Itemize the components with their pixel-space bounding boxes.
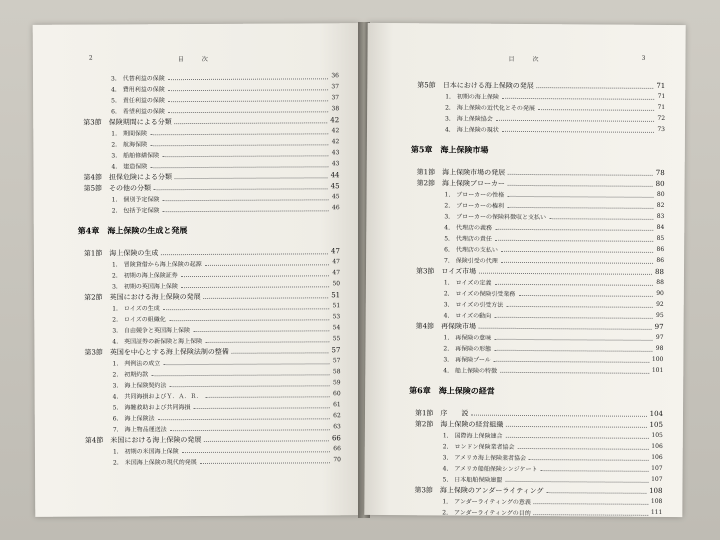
toc-page-number: 53 xyxy=(332,313,341,321)
toc-page-number: 80 xyxy=(656,190,665,198)
toc-leader-dots xyxy=(206,389,330,398)
toc-entry-title: 2. ブローカーの権利 xyxy=(444,202,505,210)
toc-item-row xyxy=(34,203,360,216)
toc-page-number: 42 xyxy=(331,138,340,146)
toc-page-number: 100 xyxy=(651,355,664,363)
right-page-header xyxy=(367,53,685,67)
toc-page-number: 88 xyxy=(655,267,665,276)
toc-page-number: 60 xyxy=(332,390,341,398)
toc-page-number: 54 xyxy=(332,324,341,332)
toc-entry-title: 第1節 序 説 xyxy=(414,409,469,418)
toc-leader-dots xyxy=(163,192,329,201)
toc-leader-dots xyxy=(200,455,330,464)
toc-entry-title: 3. 代替利益の保険 xyxy=(110,75,165,83)
toc-leader-dots xyxy=(479,266,652,275)
toc-entry-title: 2. 初期約款 xyxy=(112,371,149,379)
toc-page-number: 62 xyxy=(333,412,341,420)
toc-leader-dots xyxy=(495,233,653,242)
toc-item-row xyxy=(367,123,685,136)
toc-entry-title: 2. ロイズの保険引受業務 xyxy=(443,290,516,298)
toc-entry-title: 1. 初期の海上保険 xyxy=(445,93,499,101)
toc-leader-dots xyxy=(181,279,329,288)
toc-page-number: 86 xyxy=(656,245,665,253)
toc-entry-title: 4. 英国証券の新保険と海上保険 xyxy=(112,337,203,346)
toc-entry-title: 第6章 海上保険の経営 xyxy=(409,385,495,396)
toc-entry-title: 第4節 米国における海上保険の発展 xyxy=(84,435,202,445)
toc-leader-dots xyxy=(168,82,328,91)
toc-page-number: 46 xyxy=(332,204,340,212)
toc-page-number: 43 xyxy=(331,149,340,157)
toc-leader-dots xyxy=(163,203,329,212)
toc-leader-dots xyxy=(508,189,654,198)
toc-entry-title: 2. 初期の海上保険証券 xyxy=(112,272,178,280)
toc-entry-title: 3. ブローカーの保険料徴収と支払い xyxy=(444,213,546,222)
toc-entry-title: 3. 船舶修繕保険 xyxy=(111,152,160,160)
toc-entry-title: 6. 海上保険法 xyxy=(112,415,155,423)
toc-page-number: 51 xyxy=(331,291,341,300)
toc-entry-title: 第5節 日本における海上保険の発展 xyxy=(417,81,534,91)
toc-leader-dots xyxy=(508,178,653,187)
left-running-title: 目 次 xyxy=(177,55,214,64)
toc-entry-title: 2. 米国海上保険の現代的発展 xyxy=(112,459,197,467)
toc-page-number: 108 xyxy=(650,497,663,505)
toc-page-number: 111 xyxy=(650,508,663,516)
toc-page-number: 105 xyxy=(651,431,663,439)
toc-entry-title: 4. 船上保険の特徴 xyxy=(443,367,498,375)
toc-leader-dots xyxy=(150,126,328,135)
toc-leader-dots xyxy=(519,288,653,297)
toc-leader-dots xyxy=(495,277,653,286)
toc-page-number: 42 xyxy=(331,127,340,135)
toc-page-number: 98 xyxy=(655,344,664,352)
toc-page-number: 88 xyxy=(656,278,664,286)
toc-leader-dots xyxy=(507,200,653,209)
left-page xyxy=(33,23,362,517)
toc-entry-title: 第3節 英国を中心とする海上保険法制の整備 xyxy=(84,347,229,357)
toc-leader-dots xyxy=(170,422,330,431)
toc-page-number: 71 xyxy=(656,81,666,90)
left-toc xyxy=(33,71,361,468)
toc-entry-title: 2. 包括予定保険 xyxy=(111,207,160,215)
toc-leader-dots xyxy=(163,301,329,310)
toc-leader-dots xyxy=(506,474,649,483)
toc-page-number: 59 xyxy=(332,379,341,387)
toc-leader-dots xyxy=(161,246,328,255)
toc-page-number: 47 xyxy=(330,247,340,256)
toc-entry-title: 5. 海難救助および共同海損 xyxy=(112,404,191,412)
toc-entry-title: 第1節 海上保険市場の発展 xyxy=(416,168,506,177)
right-running-title: 目 次 xyxy=(508,55,545,64)
toc-leader-dots xyxy=(205,334,329,343)
toc-entry-title: 4. アメリカ船舶保険シンジケート xyxy=(442,465,538,474)
toc-entry-title: 1. ブローカーの性格 xyxy=(444,191,505,199)
toc-leader-dots xyxy=(518,441,649,450)
toc-entry-title: 2. 航海保険 xyxy=(111,141,148,149)
toc-leader-dots xyxy=(174,115,327,124)
toc-leader-dots xyxy=(541,463,649,472)
toc-entry-title: 1. ロイズの生成 xyxy=(112,305,160,313)
toc-leader-dots xyxy=(506,419,647,428)
toc-page-number: 80 xyxy=(655,179,665,188)
toc-entry-title: 1. 個別予定保険 xyxy=(111,196,160,204)
toc-leader-dots xyxy=(501,255,653,264)
toc-leader-dots xyxy=(507,299,653,308)
toc-page-number: 47 xyxy=(332,258,340,266)
toc-entry-title: 1. 再保険の意味 xyxy=(443,334,492,342)
toc-leader-dots xyxy=(205,257,329,266)
toc-entry-title: 3. アメリカ海上保険業者協会 xyxy=(442,454,527,463)
toc-page-number: 63 xyxy=(333,423,341,431)
left-page-header xyxy=(33,53,359,67)
toc-page-number: 57 xyxy=(332,357,341,365)
toc-page-number: 95 xyxy=(656,311,664,319)
toc-page-number: 106 xyxy=(651,453,663,461)
toc-page-number: 45 xyxy=(331,193,340,201)
toc-page-number: 108 xyxy=(649,486,663,495)
toc-entry-title: 5. 日本船舶保険連盟 xyxy=(442,476,503,484)
toc-leader-dots xyxy=(546,485,646,494)
toc-page-number: 73 xyxy=(657,125,666,133)
toc-entry-title: 第5節 その他の分類 xyxy=(83,184,152,193)
toc-page-number: 71 xyxy=(657,103,666,111)
toc-entry-title: 3. 海上保険協会 xyxy=(445,115,493,123)
toc-leader-dots xyxy=(152,367,330,376)
toc-entry-title: 1. ロイズの定義 xyxy=(443,279,492,287)
toc-entry-title: 4. 代理店の義務 xyxy=(444,224,493,232)
toc-entry-title: 3. 海上保険契約法 xyxy=(112,382,167,390)
toc-page-number: 97 xyxy=(655,333,664,341)
toc-page-number: 42 xyxy=(330,116,340,125)
toc-entry-title: 3. 再保険プール xyxy=(443,356,491,364)
toc-page-number: 85 xyxy=(656,234,665,242)
toc-leader-dots xyxy=(506,430,649,439)
toc-leader-dots xyxy=(170,378,330,387)
toc-entry-title: 1. 期間保険 xyxy=(111,130,148,138)
toc-chapter-row xyxy=(34,223,360,239)
toc-page-number: 45 xyxy=(330,182,340,191)
toc-leader-dots xyxy=(533,496,648,505)
toc-entry-title: 2. ロンドン保険業者協会 xyxy=(442,443,515,451)
toc-leader-dots xyxy=(493,354,649,363)
toc-page-number: 61 xyxy=(333,401,341,409)
toc-page-number: 82 xyxy=(656,201,665,209)
right-page xyxy=(364,23,685,517)
toc-entry-title: 2. 海上保険の近代化とその発展 xyxy=(445,104,535,113)
toc-entry-title: 7. 海上物品運送法 xyxy=(112,426,167,434)
toc-entry-title: 1. 初期の米国海上保険 xyxy=(112,448,179,456)
toc-page-number: 83 xyxy=(656,212,665,220)
toc-leader-dots xyxy=(168,104,328,113)
toc-entry-title: 4. ロイズの動向 xyxy=(443,312,492,320)
toc-entry-title: 5. 代理店の責任 xyxy=(444,235,492,243)
toc-leader-dots xyxy=(181,268,329,277)
toc-entry-title: 第4章 海上保険の生成と発展 xyxy=(77,225,188,236)
toc-leader-dots xyxy=(154,181,328,190)
toc-leader-dots xyxy=(194,400,330,409)
toc-page-number: 106 xyxy=(651,442,663,450)
toc-leader-dots xyxy=(169,312,329,321)
toc-entry-title: 第3節 ロイズ市場 xyxy=(415,267,477,276)
toc-page-number: 104 xyxy=(649,409,664,418)
toc-entry-title: 6. 希望利益の保険 xyxy=(111,108,165,116)
toc-page-number: 44 xyxy=(330,171,340,180)
toc-leader-dots xyxy=(203,290,328,299)
toc-entry-title: 3. 自由競争と英国海上保険 xyxy=(112,327,191,335)
toc-leader-dots xyxy=(500,365,649,374)
toc-page-number: 86 xyxy=(656,256,665,264)
toc-page-number: 92 xyxy=(656,300,664,308)
toc-page-number: 66 xyxy=(333,445,341,453)
toc-item-row xyxy=(365,364,683,377)
toc-page-number: 72 xyxy=(657,114,666,122)
toc-leader-dots xyxy=(494,343,652,352)
toc-leader-dots xyxy=(495,222,653,231)
toc-page-number: 36 xyxy=(331,72,340,80)
toc-page-number: 37 xyxy=(331,83,340,91)
toc-entry-title: 2. ロイズの組織化 xyxy=(112,316,166,324)
toc-entry-title: 3. ロイズの引受方法 xyxy=(443,301,504,309)
right-toc xyxy=(364,79,685,517)
toc-page-number: 71 xyxy=(657,92,666,100)
toc-entry-title: 第2節 海上保険ブローカー xyxy=(416,179,505,188)
toc-entry-title: 第3節 保険期間による分類 xyxy=(83,118,172,127)
toc-leader-dots xyxy=(162,148,328,157)
toc-entry-title: 4. 建造保険 xyxy=(111,163,148,171)
toc-leader-dots xyxy=(549,211,653,220)
toc-leader-dots xyxy=(536,80,653,89)
toc-leader-dots xyxy=(529,452,649,461)
toc-page-number: 101 xyxy=(651,366,664,374)
toc-page-number: 66 xyxy=(331,434,341,443)
toc-page-number: 55 xyxy=(332,335,341,343)
toc-page-number: 43 xyxy=(331,160,340,168)
toc-leader-dots xyxy=(158,411,330,420)
toc-leader-dots xyxy=(150,137,328,146)
toc-leader-dots xyxy=(502,124,654,133)
toc-entry-title: 6. 代理店の支払い xyxy=(444,246,498,254)
toc-page-number: 107 xyxy=(651,475,663,483)
toc-leader-dots xyxy=(204,433,329,442)
toc-leader-dots xyxy=(168,93,328,102)
toc-leader-dots xyxy=(479,321,652,330)
toc-leader-dots xyxy=(508,167,653,176)
toc-leader-dots xyxy=(231,345,328,354)
toc-leader-dots xyxy=(495,310,653,319)
toc-item-row xyxy=(35,455,361,468)
toc-entry-title: 1. 国際海上保険連合 xyxy=(442,432,503,440)
toc-leader-dots xyxy=(471,408,647,417)
toc-page-number: 37 xyxy=(331,94,340,102)
toc-entry-title: 第2節 海上保険の経営組織 xyxy=(414,420,504,429)
toc-leader-dots xyxy=(182,444,330,453)
toc-entry-title: 第2節 英国における海上保険の発展 xyxy=(84,292,201,302)
toc-entry-title: 4. 海上保険の現状 xyxy=(444,126,499,134)
toc-leader-dots xyxy=(502,91,654,100)
toc-page-number: 90 xyxy=(656,289,664,297)
toc-leader-dots xyxy=(501,244,653,253)
toc-leader-dots xyxy=(174,170,327,179)
toc-page-number: 105 xyxy=(649,420,663,429)
toc-page-number: 58 xyxy=(332,368,341,376)
toc-leader-dots xyxy=(495,332,653,341)
toc-entry-title: 第5章 海上保険市場 xyxy=(410,144,489,155)
toc-page-number: 38 xyxy=(331,105,340,113)
toc-leader-dots xyxy=(163,356,329,365)
toc-page-number: 97 xyxy=(654,322,664,331)
toc-leader-dots xyxy=(538,102,654,111)
toc-entry-title: 1. アンダーライティングの意義 xyxy=(442,498,531,507)
toc-entry-title: 2. 再保険の形態 xyxy=(443,345,492,353)
left-page-number: 2 xyxy=(88,54,93,62)
toc-page-number: 84 xyxy=(656,223,665,231)
toc-entry-title: 1. 判例法の成立 xyxy=(112,360,161,368)
toc-entry-title: 4. 費用利益の保険 xyxy=(111,86,165,94)
toc-chapter-row xyxy=(365,384,683,400)
toc-leader-dots xyxy=(168,71,328,80)
toc-leader-dots xyxy=(496,113,654,122)
toc-entry-title: 第1節 海上保険の生成 xyxy=(83,249,159,258)
toc-entry-title: 第4節 再保険市場 xyxy=(415,322,477,331)
toc-page-number: 107 xyxy=(651,464,663,472)
toc-entry-title: 2. アンダーライティングの目的 xyxy=(442,509,531,518)
toc-leader-dots xyxy=(150,159,328,168)
toc-page-number: 50 xyxy=(332,280,341,288)
toc-entry-title: 3. 初期の英国海上保険 xyxy=(112,283,178,291)
right-page-number: 3 xyxy=(641,54,646,62)
toc-entry-title: 4. 共同海損およびＹ．Ａ．Ｒ． xyxy=(112,392,203,401)
toc-chapter-row xyxy=(367,143,685,159)
toc-page-number: 51 xyxy=(332,302,341,310)
toc-leader-dots xyxy=(193,323,329,332)
toc-leader-dots xyxy=(533,507,648,516)
toc-entry-title: 5. 責任利益の保険 xyxy=(111,97,165,105)
toc-page-number: 47 xyxy=(332,269,341,277)
toc-entry-title: 第4節 担保危険による分類 xyxy=(83,173,173,182)
toc-entry-title: 7. 保険引受の代理 xyxy=(444,257,498,265)
toc-entry-title: 第3節 海上保険のアンダーライティング xyxy=(414,486,544,496)
toc-page-number: 78 xyxy=(655,168,665,177)
toc-entry-title: 1. 冒険貸借から海上保険の起源 xyxy=(111,260,202,269)
toc-page-number: 70 xyxy=(333,456,342,464)
toc-page-number: 57 xyxy=(331,346,341,355)
